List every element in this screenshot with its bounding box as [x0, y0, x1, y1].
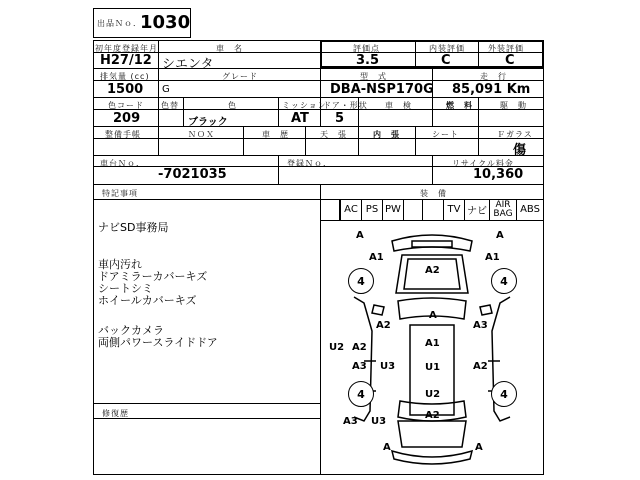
- roof-label: 天 張: [320, 130, 347, 139]
- h-line: [93, 80, 544, 81]
- lot-label: 出品Ｎｏ．: [97, 19, 142, 28]
- displacement-label: 排気量 (cc): [100, 72, 150, 81]
- damage-rear-a3: A3: [343, 416, 358, 427]
- manual-label: 整備手帳: [105, 130, 141, 139]
- h-line: [93, 155, 544, 156]
- damage-rear-right: A: [475, 442, 483, 453]
- wheel-front-right: 4: [491, 268, 517, 294]
- h-line: [93, 126, 544, 127]
- damage-rear-a2: A2: [425, 410, 440, 421]
- color-label: 色: [228, 101, 237, 110]
- damage-front-right: A: [496, 230, 504, 241]
- nox-label: ＮＯＸ: [188, 130, 215, 139]
- h-line: [93, 52, 544, 53]
- score-label: 評価点: [353, 44, 380, 53]
- equipment-airbag: AIR BAG: [489, 199, 517, 221]
- mission-label: ミッション: [282, 101, 327, 110]
- wheel-front-left: 4: [348, 268, 374, 294]
- equipment-abs: ABS: [516, 199, 544, 221]
- equipment-pw: PW: [382, 199, 404, 221]
- damage-right-a3: A3: [473, 320, 488, 331]
- mileage-value: 85,091 Km: [452, 82, 531, 97]
- equipment-ac: AC: [340, 199, 362, 221]
- v-line: [415, 40, 416, 68]
- grade-value: G: [162, 84, 170, 95]
- mission-value: AT: [291, 111, 309, 126]
- exterior-value: C: [505, 53, 515, 68]
- damage-left-u2: U2: [329, 342, 345, 353]
- v-line: [278, 97, 279, 126]
- damage-center-u1: U1: [425, 362, 441, 373]
- recycle-value: 10,360: [473, 167, 524, 182]
- damage-rear-u2: U2: [425, 389, 441, 400]
- damage-right-a2: A2: [473, 361, 488, 372]
- note-line: シートシミ: [98, 282, 153, 295]
- repair-history-label: 修復歴: [102, 409, 129, 418]
- v-line: [478, 40, 479, 68]
- v-line: [478, 97, 479, 126]
- mileage-label: 走 行: [480, 72, 507, 81]
- note-line: バックカメラ: [98, 324, 164, 337]
- name-label: 車 名: [216, 44, 243, 53]
- h-line: [93, 403, 320, 404]
- chassis-value: -7021035: [158, 167, 227, 182]
- doors-value: 5: [335, 111, 345, 126]
- color-code-value: 209: [113, 111, 141, 126]
- v-line: [158, 97, 159, 126]
- damage-rear-u3: U3: [371, 416, 387, 427]
- glass-value: 傷: [513, 143, 527, 158]
- equipment-navi: ナビ: [464, 199, 490, 221]
- v-line: [320, 68, 321, 97]
- lining-label: 内 張: [373, 130, 400, 139]
- v-line: [158, 126, 159, 155]
- note-line: ホイールカバーキズ: [98, 294, 197, 307]
- equipment-tv: TV: [443, 199, 465, 221]
- v-line: [358, 126, 359, 155]
- interior-value: C: [441, 53, 451, 68]
- note-line: 車内汚れ: [98, 258, 142, 271]
- v-line: [158, 68, 159, 97]
- damage-left-door-a2: A2: [352, 342, 367, 353]
- v-line: [305, 126, 306, 155]
- v-line: [432, 97, 433, 126]
- damage-front-left: A: [356, 230, 364, 241]
- note-line: ナビSD事務局: [98, 221, 169, 234]
- damage-left-u3: U3: [380, 361, 396, 372]
- glass-label: Ｆガラス: [497, 130, 533, 139]
- lot-number: 1030: [140, 12, 191, 33]
- damage-hood: A2: [425, 265, 440, 276]
- note-line: 両側パワースライドドア: [98, 336, 218, 349]
- h-line: [93, 68, 544, 69]
- exterior-label: 外装評価: [488, 44, 524, 53]
- score-value: 3.5: [356, 53, 380, 68]
- interior-label: 内装評価: [429, 44, 465, 53]
- model-label: 型 式: [360, 72, 387, 81]
- v-line: [158, 40, 159, 68]
- v-line: [478, 126, 479, 155]
- fuel-label: 燃 料: [446, 101, 473, 110]
- v-line: [243, 126, 244, 155]
- doors-label: ドア・形状: [323, 101, 368, 110]
- note-line: ドアミラーカバーキズ: [98, 270, 208, 283]
- v-line: [415, 126, 416, 155]
- wheel-rear-left: 4: [348, 381, 374, 407]
- h-line: [93, 97, 544, 98]
- color-code-label: 色コード: [108, 101, 144, 110]
- damage-roof: A1: [425, 338, 440, 349]
- h-line: [93, 138, 544, 139]
- damage-windshield: A: [429, 310, 437, 321]
- history-label: 車 歴: [262, 130, 289, 139]
- inspection-label: 車 検: [385, 101, 412, 110]
- recycle-label: リサイクル料金: [452, 159, 514, 168]
- equipment-blank: [422, 199, 444, 221]
- seat-label: シート: [432, 130, 459, 139]
- displacement-value: 1500: [107, 82, 144, 97]
- repaint-label: 色替: [161, 101, 179, 110]
- grade-label: グレード: [222, 72, 258, 81]
- equipment-blank: [403, 199, 423, 221]
- h-line: [93, 184, 544, 185]
- damage-a1-right: A1: [485, 252, 500, 263]
- damage-rear-left: A: [383, 442, 391, 453]
- damage-left-a3: A3: [352, 361, 367, 372]
- chassis-label: 車台Ｎｏ．: [100, 159, 145, 168]
- reg-label: 登録Ｎｏ．: [287, 159, 332, 168]
- equipment-label: 装 備: [420, 189, 447, 198]
- equipment-ps: PS: [361, 199, 383, 221]
- special-notes-label: 特記事項: [102, 189, 138, 198]
- year-value: H27/12: [100, 53, 152, 68]
- damage-left-a2: A2: [376, 320, 391, 331]
- equipment-blank: [320, 199, 340, 221]
- model-value: DBA-NSP170G: [330, 82, 434, 97]
- wheel-rear-right: 4: [491, 381, 517, 407]
- v-line: [432, 155, 433, 184]
- year-label: 初年度登録年月: [95, 44, 158, 53]
- v-line: [278, 155, 279, 184]
- color-value: ブラック: [188, 117, 228, 128]
- damage-a1-left: A1: [369, 252, 384, 263]
- v-line: [183, 97, 184, 126]
- name-value: シエンタ: [162, 57, 214, 72]
- drive-label: 駆 動: [500, 101, 527, 110]
